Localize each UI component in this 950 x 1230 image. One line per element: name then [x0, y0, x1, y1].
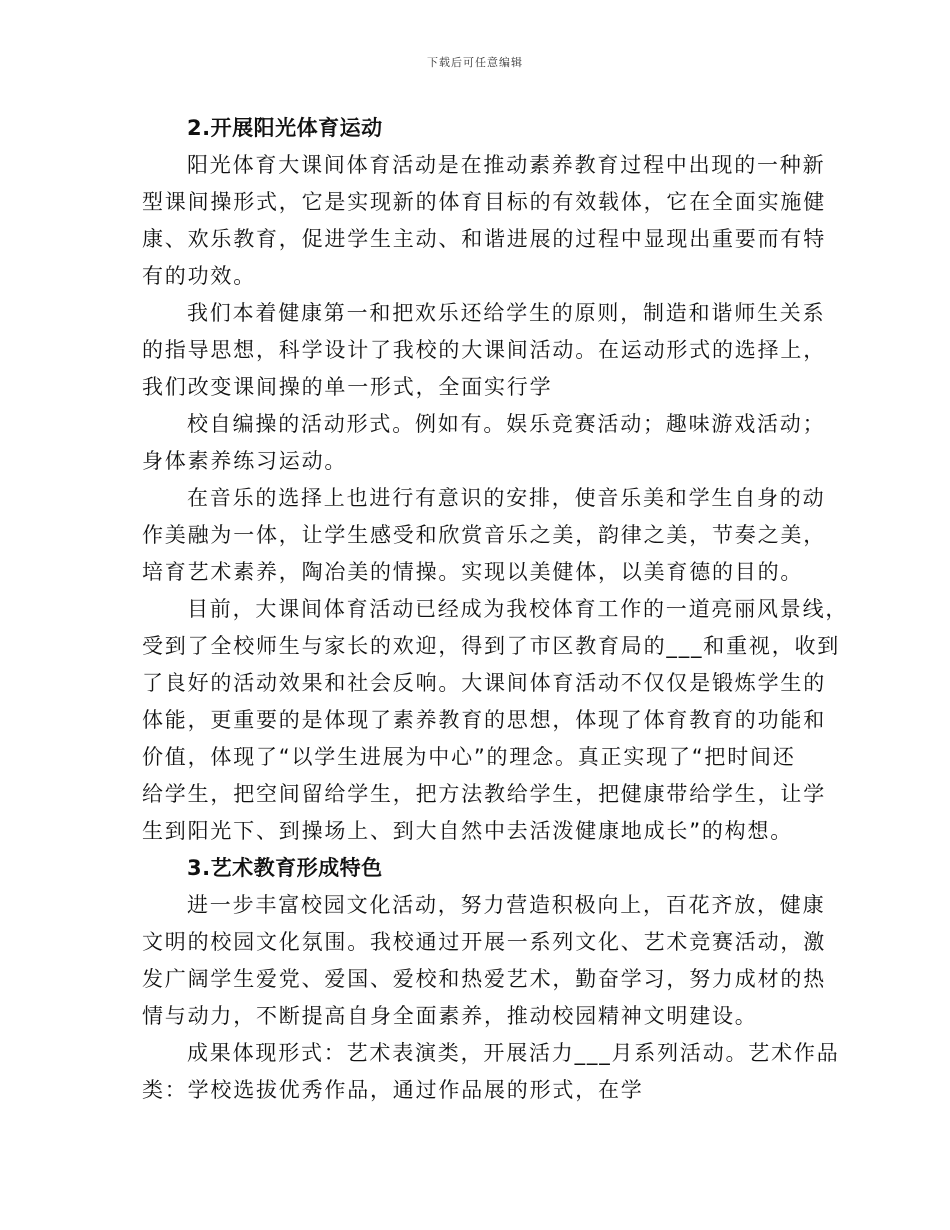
paragraph-line: 目前，大课间体育活动已经成为我校体育工作的一道亮丽风景线，	[187, 597, 849, 621]
section-heading: 2.开展阳光体育运动	[187, 116, 383, 140]
section-heading: 3.艺术教育形成特色	[187, 856, 383, 880]
paragraph-line: 文明的校园文化氛围。我校通过开展一系列文化、艺术竞赛活动，激	[142, 930, 826, 954]
paragraph-line: 了良好的活动效果和社会反响。大课间体育活动不仅仅是锻炼学生的	[142, 671, 826, 695]
paragraph-line: 我们改变课间操的单一形式，全面实行学	[142, 375, 553, 399]
paragraph-line: 有的功效。	[142, 264, 256, 288]
paragraph-line: 作美融为一体，让学生感受和欣赏音乐之美，韵律之美，节奏之美，	[142, 523, 826, 547]
document-body	[142, 110, 849, 1109]
paragraph-line: 情与动力，不断提高自身全面素养，推动校园精神文明建设。	[142, 1004, 758, 1028]
paragraph-line: 校自编操的活动形式。例如有。娱乐竞赛活动；趣味游戏活动；	[187, 412, 826, 436]
paragraph-line: 给学生，把空间留给学生，把方法教给学生，把健康带给学生，让学	[142, 782, 826, 806]
page-header-note: 下载后可任意编辑	[427, 56, 523, 69]
paragraph-line: 我们本着健康第一和把欢乐还给学生的原则，制造和谐师生关系	[187, 301, 826, 325]
paragraph-line: 成果体现形式：艺术表演类，开展活力___月系列活动。艺术作品	[187, 1041, 840, 1065]
paragraph-line: 受到了全校师生与家长的欢迎，得到了市区教育局的___和重视，收到	[142, 634, 841, 658]
paragraph-line: 类：学校选拔优秀作品，通过作品展的形式，在学	[142, 1078, 644, 1102]
paragraph-line: 的指导思想，科学设计了我校的大课间活动。在运动形式的选择上，	[142, 338, 826, 362]
paragraph-line: 发广阔学生爱党、爱国、爱校和热爱艺术，勤奋学习，努力成材的热	[142, 967, 826, 991]
paragraph-line: 进一步丰富校园文化活动，努力营造积极向上，百花齐放，健康	[187, 893, 826, 917]
paragraph-line: 在音乐的选择上也进行有意识的安排，使音乐美和学生自身的动	[187, 486, 826, 510]
paragraph-line: 培育艺术素养，陶冶美的情操。实现以美健体，以美育德的目的。	[142, 560, 804, 584]
paragraph-line: 阳光体育大课间体育活动是在推动素养教育过程中出现的一种新	[187, 153, 826, 177]
paragraph-line: 体能，更重要的是体现了素养教育的思想，体现了体育教育的功能和	[142, 708, 826, 732]
paragraph-line: 生到阳光下、到操场上、到大自然中去活泼健康地成长”的构想。	[142, 819, 794, 843]
paragraph-line: 型课间操形式，它是实现新的体育目标的有效载体，它在全面实施健	[142, 190, 826, 214]
paragraph-line: 康、欢乐教育，促进学生主动、和谐进展的过程中显现出重要而有特	[142, 227, 826, 251]
paragraph-line: 价值，体现了“以学生进展为中心”的理念。真正实现了“把时间还	[142, 745, 796, 769]
paragraph-line: 身体素养练习运动。	[142, 449, 348, 473]
